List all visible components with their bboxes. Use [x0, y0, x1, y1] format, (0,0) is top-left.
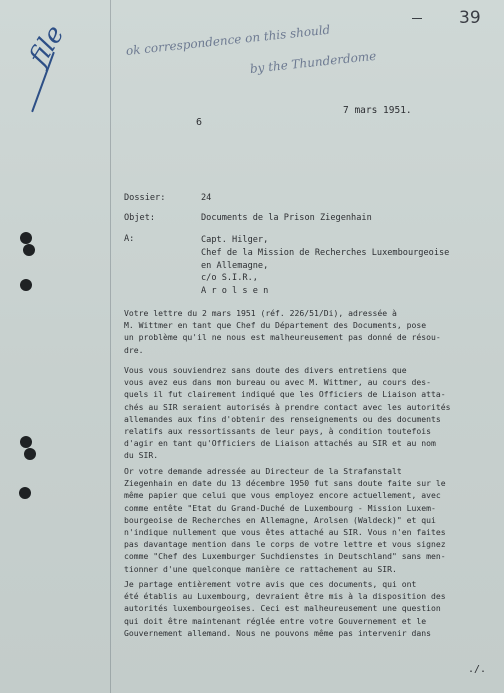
text-line: dre.	[124, 344, 144, 355]
text-line: Vous vous souviendrez sans doute des divers entretiens que	[124, 365, 407, 375]
page-number: 39	[459, 8, 481, 28]
addressee-line: A r o l s e n	[201, 286, 269, 297]
continuation-mark: ./.	[468, 664, 487, 675]
text-line: pas davantage mention dans le corps de votre lettre et vous signez	[124, 539, 446, 550]
handwritten-file-note: file	[23, 20, 71, 71]
punch-hole	[20, 232, 32, 244]
page-marker: 6	[196, 117, 203, 128]
text-line: Gouvernement allemand. Nous ne pouvons même pas intervenir dans	[124, 627, 431, 638]
addressee-block	[201, 234, 491, 298]
handwritten-note-line2: by the Thunderdome	[249, 48, 377, 76]
paragraph-4	[124, 578, 476, 639]
text-line: allemandes aux fins d'obtenir des renseignements ou des documents	[124, 413, 441, 424]
text-line: un problème qu'il ne nous est malheureusement pas donné de résou-	[124, 332, 441, 343]
letter-date: 7 mars 1951.	[343, 105, 412, 116]
text-line: Votre lettre du 2 mars 1951 (réf. 226/51/Di), adressée à	[124, 308, 397, 318]
text-line: autorités luxembourgeoises. Ceci est malheureusement une question	[124, 603, 441, 614]
text-line: M. Wittmer en tant que Chef du Département des Documents, pose	[124, 320, 427, 331]
paragraph-2	[124, 364, 476, 462]
margin-line	[110, 0, 111, 693]
handwritten-note-line1: ok correspondence on this should	[125, 22, 331, 58]
dossier-label: Dossier:	[124, 193, 166, 203]
punch-hole	[23, 244, 35, 256]
addressee-line: Chef de la Mission de Recherches Luxembourgeoise	[201, 247, 450, 258]
paragraph-3	[124, 465, 476, 575]
addressee-line: en Allemagne,	[201, 260, 269, 271]
text-line: bourgeoise de Recherches en Allemagne, Arolsen (Waldeck)" et qui	[124, 514, 436, 525]
text-line: Je partage entièrement votre avis que ces documents, qui ont	[124, 579, 417, 589]
text-line: tionner d'une quelconque manière ce rattachement au SIR.	[124, 563, 397, 574]
dossier-value: 24	[201, 193, 212, 203]
text-line: quels il fut clairement indiqué que les Officiers de Liaison atta-	[124, 389, 446, 400]
punch-hole	[24, 448, 36, 460]
text-line: même papier que celui que vous employez encore actuellement, avec	[124, 490, 441, 501]
punch-hole	[20, 279, 32, 291]
text-line: d'agir en tant qu'Officiers de Liaison attachés au SIR et au nom	[124, 438, 436, 449]
text-line: Or votre demande adressée au Directeur de la Strafanstalt	[124, 466, 402, 476]
punch-hole	[20, 436, 32, 448]
text-line: été établis au Luxembourg, devraient être mis à la disposition des	[124, 591, 446, 602]
paragraph-1	[124, 307, 476, 356]
text-line: comme entête "Etat du Grand-Duché de Luxembourg - Mission Luxem-	[124, 502, 436, 513]
corner-tick	[412, 18, 422, 19]
text-line: chés au SIR seraient autorisés à prendre contact avec les autorités	[124, 401, 451, 412]
text-line: n'indique nullement que vous êtes attaché au SIR. Vous n'en faites	[124, 527, 446, 538]
addressee-label: A:	[124, 234, 135, 244]
text-line: du SIR.	[124, 450, 159, 461]
punch-hole	[19, 487, 31, 499]
addressee-line: Capt. Hilger,	[201, 235, 269, 245]
text-line: qui doit être maintenant réglée entre votre Gouvernement et le	[124, 615, 427, 626]
text-line: relatifs aux ressortissants de leur pays, à condition toutefois	[124, 426, 431, 437]
text-line: vous avez eus dans mon bureau ou avec M. Wittmer, au cours des-	[124, 377, 431, 388]
text-line: Ziegenhain en date du 13 décembre 1950 fut sans doute faite sur le	[124, 478, 446, 489]
objet-label: Objet:	[124, 213, 156, 223]
text-line: comme "Chef des Luxemburger Suchdienstes in Deutschland" sans men-	[124, 551, 446, 562]
objet-value: Documents de la Prison Ziegenhain	[201, 213, 372, 223]
addressee-line: c/o S.I.R.,	[201, 273, 258, 284]
